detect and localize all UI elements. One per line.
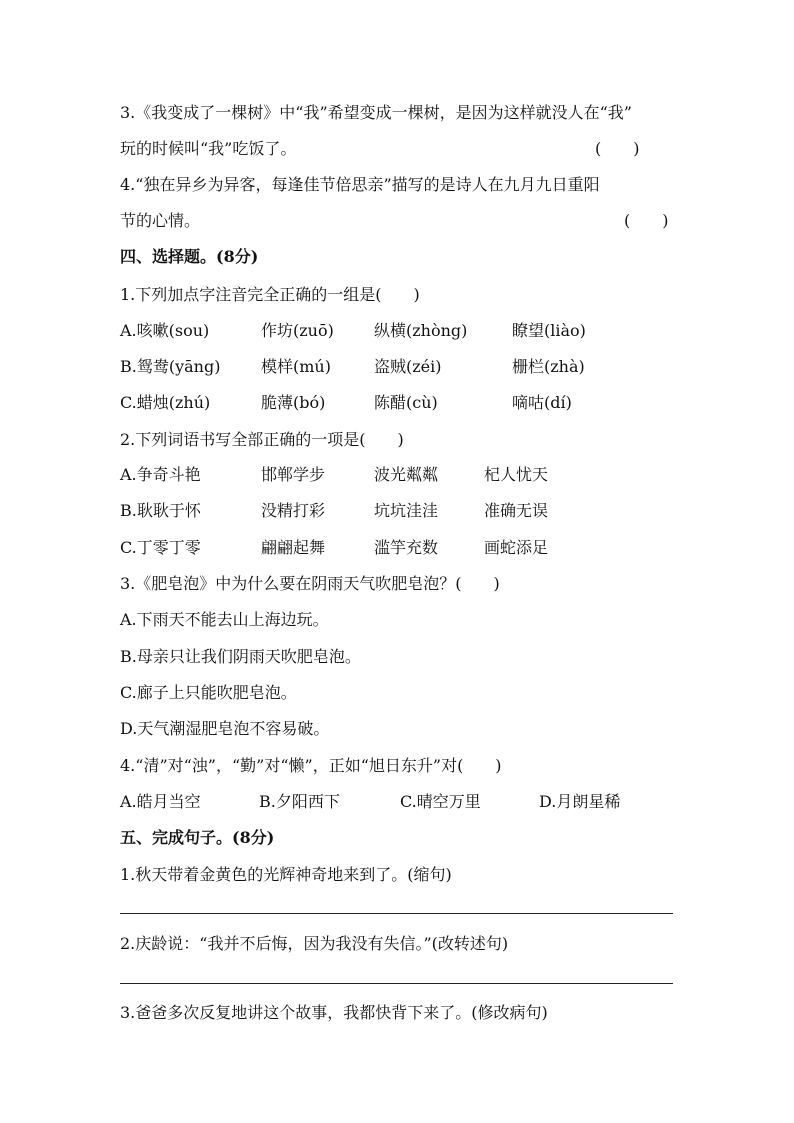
mc-q4-option-a[interactable]: A.皓月当空	[120, 792, 201, 811]
q3-true-false-line2: 玩的时候叫“我”吃饭了。	[120, 139, 297, 158]
mc-q2-option-b[interactable]: B.耿耿于怀	[120, 501, 201, 520]
section4-heading: 四、选择题。(8分)	[120, 247, 259, 266]
sentence-q1-prompt: 1.秋天带着金黄色的光辉神奇地来到了。(缩句)	[120, 865, 452, 884]
mc-q1-b-word2: 模样(mú)	[261, 357, 331, 376]
mc-q1-stem: 1.下列加点字注音完全正确的一组是( )	[120, 285, 420, 304]
mc-q2-a-word3: 波光粼粼	[374, 465, 439, 484]
mc-q1-a-word4: 瞭望(liào)	[512, 321, 586, 340]
mc-q2-a-word2: 邯郸学步	[261, 465, 326, 484]
q3-answer-paren[interactable]: ( )	[595, 139, 640, 158]
mc-q4-stem: 4.“清”对“浊”，“勤”对“懒”，正如“旭日东升”对( )	[120, 756, 502, 775]
mc-q1-c-word4: 嘀咕(dí)	[512, 393, 572, 412]
mc-q1-b-word3: 盗贼(zéi)	[374, 357, 442, 376]
mc-q2-stem: 2.下列词语书写全部正确的一项是( )	[120, 430, 404, 449]
mc-q1-c-word2: 脆薄(bó)	[261, 393, 326, 412]
mc-q4-option-d[interactable]: D.月朗星稀	[539, 792, 621, 811]
mc-q2-b-word2: 没精打彩	[261, 501, 326, 520]
mc-q2-c-word3: 滥竽充数	[374, 538, 439, 557]
mc-q1-option-b[interactable]: B.鸳鸯(yāng)	[120, 357, 221, 376]
mc-q1-a-word2: 作坊(zuō)	[261, 321, 334, 340]
sentence-q3-prompt: 3.爸爸多次反复地讲这个故事，我都快背下来了。(修改病句)	[120, 1003, 548, 1022]
sentence-q2-answer-line[interactable]	[120, 983, 673, 984]
mc-q1-option-a[interactable]: A.咳嗽(sou)	[120, 321, 210, 340]
mc-q1-option-c[interactable]: C.蜡烛(zhú)	[120, 393, 211, 412]
mc-q1-c-word3: 陈醋(cù)	[374, 393, 438, 412]
mc-q2-c-word4: 画蛇添足	[484, 538, 549, 557]
mc-q2-option-a[interactable]: A.争奇斗艳	[120, 465, 201, 484]
section5-heading: 五、完成句子。(8分)	[120, 828, 275, 847]
mc-q2-a-word4: 杞人忧天	[484, 465, 549, 484]
mc-q2-option-c[interactable]: C.丁零丁零	[120, 538, 201, 557]
mc-q2-b-word3: 坑坑洼洼	[374, 501, 439, 520]
mc-q3-stem: 3.《肥皂泡》中为什么要在阴雨天气吹肥皂泡？( )	[120, 574, 500, 593]
mc-q1-a-word3: 纵横(zhòng)	[374, 321, 468, 340]
q4-true-false-line1: 4.“独在异乡为异客，每逢佳节倍思亲”描写的是诗人在九月九日重阳	[120, 175, 600, 194]
mc-q3-option-a[interactable]: A.下雨天不能去山上海边玩。	[120, 610, 329, 629]
mc-q2-c-word2: 翩翩起舞	[261, 538, 326, 557]
mc-q2-b-word4: 准确无误	[484, 501, 549, 520]
mc-q4-option-b[interactable]: B.夕阳西下	[259, 792, 340, 811]
mc-q3-option-c[interactable]: C.廊子上只能吹肥皂泡。	[120, 683, 297, 702]
q3-true-false-line1: 3.《我变成了一棵树》中“我”希望变成一棵树，是因为这样就没人在“我”	[120, 103, 632, 122]
mc-q1-b-word4: 栅栏(zhà)	[512, 357, 585, 376]
sentence-q1-answer-line[interactable]	[120, 913, 673, 914]
mc-q4-option-c[interactable]: C.晴空万里	[400, 792, 481, 811]
mc-q3-option-d[interactable]: D.天气潮湿肥皂泡不容易破。	[120, 719, 330, 738]
q4-true-false-line2: 节的心情。	[120, 211, 201, 230]
q4-answer-paren[interactable]: ( )	[624, 211, 669, 230]
mc-q3-option-b[interactable]: B.母亲只让我们阴雨天吹肥皂泡。	[120, 647, 361, 666]
sentence-q2-prompt: 2.庆龄说：“我并不后悔，因为我没有失信。”(改转述句)	[120, 934, 509, 953]
